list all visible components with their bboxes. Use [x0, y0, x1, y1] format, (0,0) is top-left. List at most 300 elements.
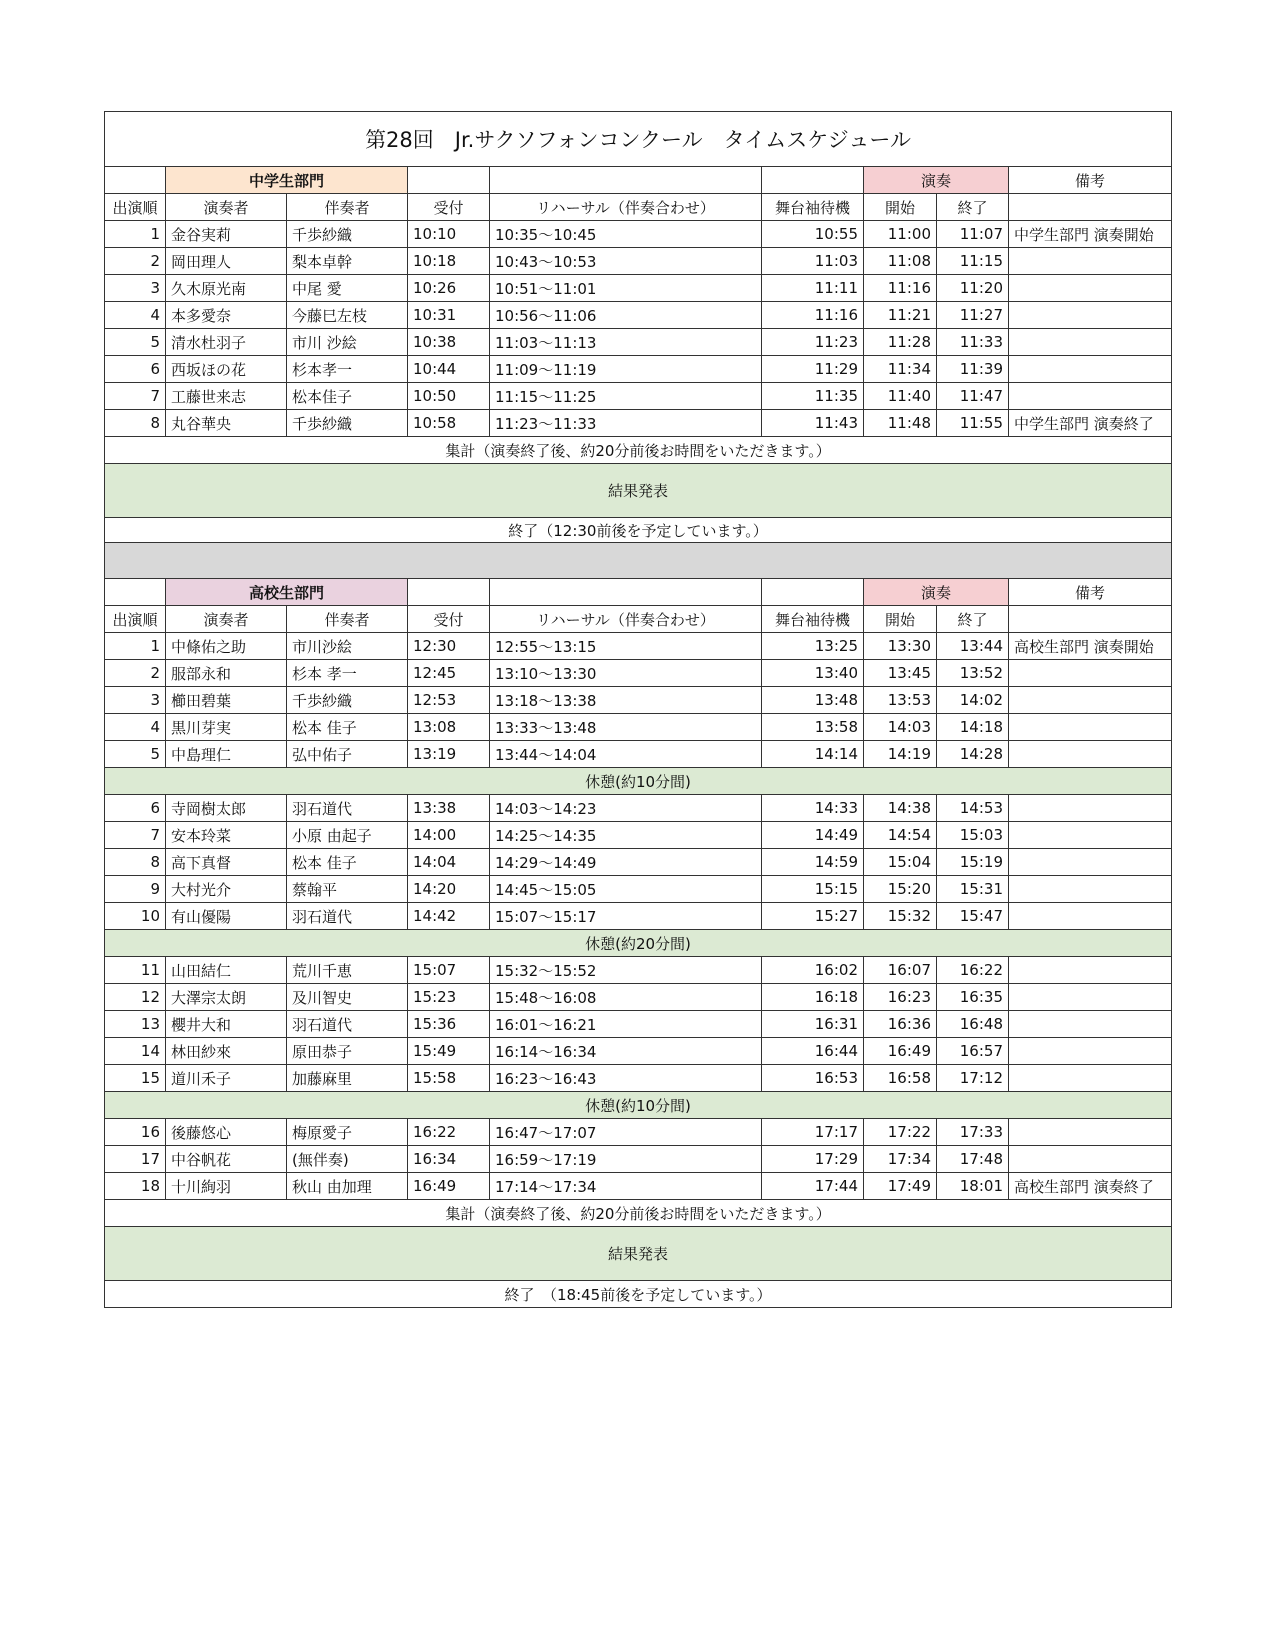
- standby-cell: 17:44: [762, 1173, 864, 1200]
- senior-rows-group-3: [105, 957, 1172, 1092]
- accompanist-cell: (無伴奏): [287, 1146, 408, 1173]
- end-cell: 11:15: [937, 248, 1009, 275]
- start-cell: 11:34: [864, 356, 937, 383]
- junior-section-header: [105, 167, 1172, 194]
- order-cell: 2: [105, 660, 166, 687]
- end-cell: 17:48: [937, 1146, 1009, 1173]
- performer-cell: 中島理仁: [166, 741, 287, 768]
- junior-column-headers: [105, 194, 1172, 221]
- performer-cell: 中谷帆花: [166, 1146, 287, 1173]
- senior-finish-note: 終了 （18:45前後を予定しています。）: [105, 1281, 1172, 1308]
- table-row: [105, 714, 1172, 741]
- accompanist-cell: 梨本卓幹: [287, 248, 408, 275]
- performer-cell: 清水杜羽子: [166, 329, 287, 356]
- reception-cell: 10:10: [408, 221, 490, 248]
- accompanist-cell: 松本佳子: [287, 383, 408, 410]
- standby-cell: 14:59: [762, 849, 864, 876]
- table-row: [105, 329, 1172, 356]
- start-cell: 17:34: [864, 1146, 937, 1173]
- order-cell: 5: [105, 329, 166, 356]
- rehearsal-cell: 14:29〜14:49: [490, 849, 762, 876]
- remarks-cell: [1009, 876, 1172, 903]
- standby-cell: 13:25: [762, 633, 864, 660]
- remarks-cell: [1009, 383, 1172, 410]
- end-cell: 13:52: [937, 660, 1009, 687]
- senior-division-label: 高校生部門: [166, 579, 408, 606]
- table-row: [105, 876, 1172, 903]
- order-header: 出演順: [105, 606, 166, 633]
- break-3: 休憩(約10分間): [105, 1092, 1172, 1119]
- remarks-cell: 高校生部門 演奏開始: [1009, 633, 1172, 660]
- performer-cell: 服部永和: [166, 660, 287, 687]
- end-cell: 11:39: [937, 356, 1009, 383]
- rehearsal-cell: 11:09〜11:19: [490, 356, 762, 383]
- standby-cell: 16:44: [762, 1038, 864, 1065]
- end-cell: 16:57: [937, 1038, 1009, 1065]
- order-cell: 4: [105, 302, 166, 329]
- performer-cell: 寺岡樹太郎: [166, 795, 287, 822]
- reception-cell: 14:20: [408, 876, 490, 903]
- rehearsal-cell: 10:56〜11:06: [490, 302, 762, 329]
- junior-division-label: 中学生部門: [166, 167, 408, 194]
- remarks-cell: [1009, 248, 1172, 275]
- order-cell: 5: [105, 741, 166, 768]
- start-cell: 11:00: [864, 221, 937, 248]
- table-row: [105, 1038, 1172, 1065]
- reception-cell: 13:19: [408, 741, 490, 768]
- rehearsal-cell: 13:33〜13:48: [490, 714, 762, 741]
- accompanist-cell: 弘中佑子: [287, 741, 408, 768]
- start-cell: 16:07: [864, 957, 937, 984]
- accompanist-header: 伴奏者: [287, 606, 408, 633]
- order-cell: 3: [105, 687, 166, 714]
- remarks-cell: [1009, 1119, 1172, 1146]
- senior-tally-note: 集計（演奏終了後、約20分前後お時間をいただきます。）: [105, 1200, 1172, 1227]
- reception-cell: 15:58: [408, 1065, 490, 1092]
- accompanist-cell: 梅原愛子: [287, 1119, 408, 1146]
- performer-cell: 大村光介: [166, 876, 287, 903]
- start-cell: 16:36: [864, 1011, 937, 1038]
- end-cell: 14:02: [937, 687, 1009, 714]
- remarks-cell: [1009, 741, 1172, 768]
- performer-cell: 黒川芽実: [166, 714, 287, 741]
- rehearsal-cell: 12:55〜13:15: [490, 633, 762, 660]
- start-cell: 14:38: [864, 795, 937, 822]
- start-cell: 13:45: [864, 660, 937, 687]
- end-cell: 11:55: [937, 410, 1009, 437]
- reception-cell: 12:53: [408, 687, 490, 714]
- standby-cell: 14:14: [762, 741, 864, 768]
- reception-cell: 15:23: [408, 984, 490, 1011]
- rehearsal-cell: 15:32〜15:52: [490, 957, 762, 984]
- rehearsal-cell: 10:43〜10:53: [490, 248, 762, 275]
- accompanist-cell: 羽石道代: [287, 1011, 408, 1038]
- table-row: [105, 957, 1172, 984]
- standby-cell: 11:11: [762, 275, 864, 302]
- performer-cell: 後藤悠心: [166, 1119, 287, 1146]
- rehearsal-cell: 14:03〜14:23: [490, 795, 762, 822]
- order-cell: 8: [105, 849, 166, 876]
- reception-cell: 14:04: [408, 849, 490, 876]
- accompanist-cell: 今藤巳左枝: [287, 302, 408, 329]
- order-cell: 17: [105, 1146, 166, 1173]
- rehearsal-cell: 16:01〜16:21: [490, 1011, 762, 1038]
- order-cell: 1: [105, 221, 166, 248]
- performer-cell: 高下真督: [166, 849, 287, 876]
- start-cell: 11:08: [864, 248, 937, 275]
- table-row: [105, 822, 1172, 849]
- start-cell: 17:22: [864, 1119, 937, 1146]
- table-row: [105, 687, 1172, 714]
- end-cell: 17:12: [937, 1065, 1009, 1092]
- table-row: [105, 633, 1172, 660]
- order-cell: 3: [105, 275, 166, 302]
- rehearsal-cell: 14:45〜15:05: [490, 876, 762, 903]
- table-row: [105, 1065, 1172, 1092]
- section-separator: [105, 543, 1172, 579]
- reception-cell: 13:08: [408, 714, 490, 741]
- junior-finish-note: 終了（12:30前後を予定しています。）: [105, 518, 1172, 543]
- remarks-cell: [1009, 356, 1172, 383]
- standby-cell: 15:27: [762, 903, 864, 930]
- start-header: 開始: [864, 194, 937, 221]
- perform-group-header: 演奏: [864, 167, 1009, 194]
- table-row: [105, 984, 1172, 1011]
- standby-header: 舞台袖待機: [762, 194, 864, 221]
- table-row: [105, 1119, 1172, 1146]
- accompanist-cell: 千歩紗織: [287, 221, 408, 248]
- standby-cell: 11:35: [762, 383, 864, 410]
- table-row: [105, 741, 1172, 768]
- rehearsal-cell: 16:59〜17:19: [490, 1146, 762, 1173]
- end-cell: 14:53: [937, 795, 1009, 822]
- reception-cell: 10:31: [408, 302, 490, 329]
- standby-cell: 17:17: [762, 1119, 864, 1146]
- order-cell: 15: [105, 1065, 166, 1092]
- end-cell: 11:07: [937, 221, 1009, 248]
- order-cell: 4: [105, 714, 166, 741]
- rehearsal-cell: 16:47〜17:07: [490, 1119, 762, 1146]
- performer-cell: 大澤宗太朗: [166, 984, 287, 1011]
- order-cell: 1: [105, 633, 166, 660]
- start-cell: 15:04: [864, 849, 937, 876]
- standby-cell: 16:53: [762, 1065, 864, 1092]
- senior-rows-group-2: [105, 795, 1172, 930]
- performer-cell: 工藤世来志: [166, 383, 287, 410]
- table-row: [105, 795, 1172, 822]
- reception-cell: 16:22: [408, 1119, 490, 1146]
- end-cell: 13:44: [937, 633, 1009, 660]
- reception-cell: 16:49: [408, 1173, 490, 1200]
- rehearsal-cell: 11:03〜11:13: [490, 329, 762, 356]
- table-row: [105, 356, 1172, 383]
- accompanist-cell: 市川沙絵: [287, 633, 408, 660]
- rehearsal-cell: 16:14〜16:34: [490, 1038, 762, 1065]
- order-cell: 6: [105, 356, 166, 383]
- table-row: [105, 221, 1172, 248]
- standby-cell: 13:58: [762, 714, 864, 741]
- start-cell: 11:48: [864, 410, 937, 437]
- performer-cell: 道川禾子: [166, 1065, 287, 1092]
- end-cell: 15:03: [937, 822, 1009, 849]
- senior-column-headers: [105, 606, 1172, 633]
- order-cell: 14: [105, 1038, 166, 1065]
- standby-cell: 15:15: [762, 876, 864, 903]
- standby-cell: 11:16: [762, 302, 864, 329]
- reception-cell: 10:26: [408, 275, 490, 302]
- end-cell: 17:33: [937, 1119, 1009, 1146]
- start-cell: 14:19: [864, 741, 937, 768]
- accompanist-cell: 千歩紗織: [287, 687, 408, 714]
- order-cell: 11: [105, 957, 166, 984]
- start-cell: 15:20: [864, 876, 937, 903]
- reception-cell: 10:50: [408, 383, 490, 410]
- rehearsal-cell: 13:18〜13:38: [490, 687, 762, 714]
- rehearsal-cell: 13:44〜14:04: [490, 741, 762, 768]
- performer-header: 演奏者: [166, 194, 287, 221]
- remarks-cell: [1009, 957, 1172, 984]
- accompanist-cell: 市川 沙絵: [287, 329, 408, 356]
- start-cell: 11:28: [864, 329, 937, 356]
- remarks-cell: 高校生部門 演奏終了: [1009, 1173, 1172, 1200]
- junior-results-announcement: 結果発表: [105, 464, 1172, 518]
- order-cell: 7: [105, 383, 166, 410]
- rehearsal-cell: 11:15〜11:25: [490, 383, 762, 410]
- standby-cell: 11:23: [762, 329, 864, 356]
- table-row: [105, 660, 1172, 687]
- reception-cell: 16:34: [408, 1146, 490, 1173]
- start-cell: 11:40: [864, 383, 937, 410]
- standby-cell: 14:49: [762, 822, 864, 849]
- start-cell: 13:53: [864, 687, 937, 714]
- start-header: 開始: [864, 606, 937, 633]
- rehearsal-cell: 13:10〜13:30: [490, 660, 762, 687]
- performer-cell: 山田結仁: [166, 957, 287, 984]
- performer-cell: 本多愛奈: [166, 302, 287, 329]
- standby-cell: 13:40: [762, 660, 864, 687]
- remarks-cell: [1009, 329, 1172, 356]
- table-row: [105, 849, 1172, 876]
- accompanist-cell: 加藤麻里: [287, 1065, 408, 1092]
- junior-rows: [105, 221, 1172, 437]
- table-row: [105, 275, 1172, 302]
- performer-cell: 櫛田碧葉: [166, 687, 287, 714]
- end-cell: 15:31: [937, 876, 1009, 903]
- table-row: [105, 903, 1172, 930]
- end-cell: 15:47: [937, 903, 1009, 930]
- table-row: [105, 410, 1172, 437]
- senior-rows-group-4: [105, 1119, 1172, 1200]
- reception-header: 受付: [408, 606, 490, 633]
- reception-cell: 12:30: [408, 633, 490, 660]
- accompanist-cell: 中尾 愛: [287, 275, 408, 302]
- standby-cell: 11:43: [762, 410, 864, 437]
- rehearsal-cell: 15:48〜16:08: [490, 984, 762, 1011]
- rehearsal-header: リハーサル（伴奏合わせ）: [490, 194, 762, 221]
- accompanist-cell: 杉本孝一: [287, 356, 408, 383]
- order-cell: 9: [105, 876, 166, 903]
- remarks-cell: [1009, 275, 1172, 302]
- standby-cell: 10:55: [762, 221, 864, 248]
- end-cell: 11:20: [937, 275, 1009, 302]
- perform-group-header: 演奏: [864, 579, 1009, 606]
- remarks-cell: 中学生部門 演奏終了: [1009, 410, 1172, 437]
- table-row: [105, 1173, 1172, 1200]
- end-cell: 14:18: [937, 714, 1009, 741]
- remarks-header: 備考: [1009, 167, 1172, 194]
- accompanist-cell: 羽石道代: [287, 795, 408, 822]
- performer-cell: 金谷実莉: [166, 221, 287, 248]
- remarks-header: 備考: [1009, 579, 1172, 606]
- order-cell: 6: [105, 795, 166, 822]
- end-cell: 16:35: [937, 984, 1009, 1011]
- accompanist-cell: 松本 佳子: [287, 714, 408, 741]
- end-cell: 11:33: [937, 329, 1009, 356]
- end-header: 終了: [937, 194, 1009, 221]
- accompanist-cell: 杉本 孝一: [287, 660, 408, 687]
- accompanist-cell: 蔡翰平: [287, 876, 408, 903]
- rehearsal-cell: 10:35〜10:45: [490, 221, 762, 248]
- performer-cell: 久木原光南: [166, 275, 287, 302]
- order-cell: 13: [105, 1011, 166, 1038]
- start-cell: 17:49: [864, 1173, 937, 1200]
- senior-results-announcement: 結果発表: [105, 1227, 1172, 1281]
- performer-cell: 西坂ほの花: [166, 356, 287, 383]
- standby-cell: 11:29: [762, 356, 864, 383]
- rehearsal-cell: 14:25〜14:35: [490, 822, 762, 849]
- table-row: [105, 383, 1172, 410]
- performer-cell: 林田紗來: [166, 1038, 287, 1065]
- remarks-cell: [1009, 984, 1172, 1011]
- order-cell: 16: [105, 1119, 166, 1146]
- order-cell: 2: [105, 248, 166, 275]
- end-cell: 15:19: [937, 849, 1009, 876]
- performer-cell: 丸谷華央: [166, 410, 287, 437]
- remarks-cell: [1009, 1038, 1172, 1065]
- standby-cell: 17:29: [762, 1146, 864, 1173]
- performer-cell: 十川絢羽: [166, 1173, 287, 1200]
- end-cell: 11:27: [937, 302, 1009, 329]
- start-cell: 14:03: [864, 714, 937, 741]
- end-header: 終了: [937, 606, 1009, 633]
- accompanist-cell: 松本 佳子: [287, 849, 408, 876]
- rehearsal-cell: 16:23〜16:43: [490, 1065, 762, 1092]
- standby-cell: 16:31: [762, 1011, 864, 1038]
- start-cell: 16:49: [864, 1038, 937, 1065]
- table-row: [105, 1146, 1172, 1173]
- remarks-cell: [1009, 660, 1172, 687]
- order-cell: 18: [105, 1173, 166, 1200]
- accompanist-cell: 原田恭子: [287, 1038, 408, 1065]
- page-title: 第28回 Jr.サクソフォンコンクール タイムスケジュール: [105, 112, 1172, 167]
- standby-cell: 16:02: [762, 957, 864, 984]
- standby-cell: 14:33: [762, 795, 864, 822]
- reception-cell: 10:18: [408, 248, 490, 275]
- standby-cell: 13:48: [762, 687, 864, 714]
- end-cell: 18:01: [937, 1173, 1009, 1200]
- remarks-cell: 中学生部門 演奏開始: [1009, 221, 1172, 248]
- remarks-cell: [1009, 903, 1172, 930]
- reception-cell: 15:49: [408, 1038, 490, 1065]
- accompanist-cell: 羽石道代: [287, 903, 408, 930]
- accompanist-header: 伴奏者: [287, 194, 408, 221]
- performer-cell: 櫻井大和: [166, 1011, 287, 1038]
- end-cell: 16:22: [937, 957, 1009, 984]
- performer-header: 演奏者: [166, 606, 287, 633]
- performer-cell: 岡田理人: [166, 248, 287, 275]
- start-cell: 16:23: [864, 984, 937, 1011]
- break-2: 休憩(約20分間): [105, 930, 1172, 957]
- remarks-cell: [1009, 687, 1172, 714]
- table-row: [105, 302, 1172, 329]
- reception-cell: 15:07: [408, 957, 490, 984]
- end-cell: 16:48: [937, 1011, 1009, 1038]
- accompanist-cell: 及川智史: [287, 984, 408, 1011]
- accompanist-cell: 荒川千恵: [287, 957, 408, 984]
- rehearsal-cell: 17:14〜17:34: [490, 1173, 762, 1200]
- reception-cell: 13:38: [408, 795, 490, 822]
- reception-cell: 10:38: [408, 329, 490, 356]
- order-cell: 10: [105, 903, 166, 930]
- reception-cell: 12:45: [408, 660, 490, 687]
- table-row: [105, 1011, 1172, 1038]
- remarks-cell: [1009, 822, 1172, 849]
- rehearsal-cell: 11:23〜11:33: [490, 410, 762, 437]
- accompanist-cell: 千歩紗織: [287, 410, 408, 437]
- standby-cell: 16:18: [762, 984, 864, 1011]
- senior-section-header: [105, 579, 1172, 606]
- accompanist-cell: 小原 由起子: [287, 822, 408, 849]
- start-cell: 11:16: [864, 275, 937, 302]
- start-cell: 13:30: [864, 633, 937, 660]
- reception-cell: 14:42: [408, 903, 490, 930]
- reception-cell: 14:00: [408, 822, 490, 849]
- junior-tally-note: 集計（演奏終了後、約20分前後お時間をいただきます。）: [105, 437, 1172, 464]
- reception-cell: 10:44: [408, 356, 490, 383]
- reception-cell: 15:36: [408, 1011, 490, 1038]
- standby-header: 舞台袖待機: [762, 606, 864, 633]
- remarks-cell: [1009, 1065, 1172, 1092]
- remarks-cell: [1009, 795, 1172, 822]
- remarks-cell: [1009, 1146, 1172, 1173]
- rehearsal-header: リハーサル（伴奏合わせ）: [490, 606, 762, 633]
- break-1: 休憩(約10分間): [105, 768, 1172, 795]
- start-cell: 11:21: [864, 302, 937, 329]
- senior-rows-group-1: [105, 633, 1172, 768]
- remarks-cell: [1009, 714, 1172, 741]
- performer-cell: 有山優陽: [166, 903, 287, 930]
- reception-cell: 10:58: [408, 410, 490, 437]
- order-header: 出演順: [105, 194, 166, 221]
- rehearsal-cell: 10:51〜11:01: [490, 275, 762, 302]
- rehearsal-cell: 15:07〜15:17: [490, 903, 762, 930]
- order-cell: 7: [105, 822, 166, 849]
- end-cell: 14:28: [937, 741, 1009, 768]
- end-cell: 11:47: [937, 383, 1009, 410]
- order-cell: 12: [105, 984, 166, 1011]
- order-cell: 8: [105, 410, 166, 437]
- table-row: [105, 248, 1172, 275]
- remarks-cell: [1009, 849, 1172, 876]
- start-cell: 15:32: [864, 903, 937, 930]
- schedule-table: [104, 111, 1172, 1308]
- reception-header: 受付: [408, 194, 490, 221]
- remarks-cell: [1009, 1011, 1172, 1038]
- standby-cell: 11:03: [762, 248, 864, 275]
- accompanist-cell: 秋山 由加理: [287, 1173, 408, 1200]
- remarks-cell: [1009, 302, 1172, 329]
- start-cell: 14:54: [864, 822, 937, 849]
